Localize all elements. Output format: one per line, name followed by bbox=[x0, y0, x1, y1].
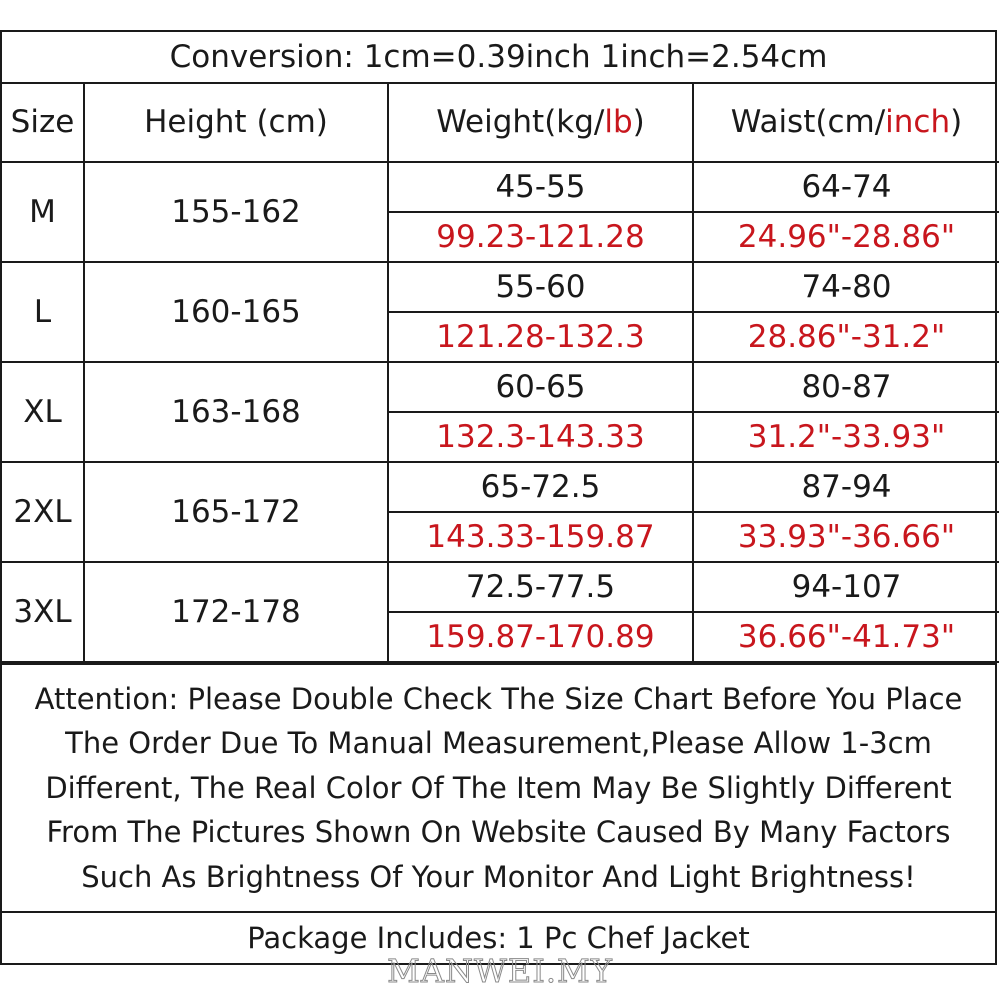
attention-note bbox=[2, 663, 995, 913]
weight-kg-cell: 55-60 bbox=[388, 262, 693, 312]
size-cell: M bbox=[2, 162, 84, 262]
header-waist bbox=[693, 84, 999, 162]
height-cell: 165-172 bbox=[84, 462, 388, 562]
header-waist-unit: inch bbox=[885, 104, 951, 140]
size-chart-sheet bbox=[0, 30, 997, 965]
header-height: Height (cm) bbox=[84, 84, 388, 162]
package-includes: Package Includes: 1 Pc Chef Jacket bbox=[247, 921, 750, 955]
weight-lb-cell: 99.23-121.28 bbox=[388, 212, 693, 262]
height-cell: 163-168 bbox=[84, 362, 388, 462]
header-weight-unit: lb bbox=[604, 104, 633, 140]
header-waist-prefix: Waist(cm/ bbox=[730, 104, 886, 140]
table-header-row bbox=[2, 84, 999, 162]
size-cell: XL bbox=[2, 362, 84, 462]
table-row bbox=[2, 462, 999, 512]
weight-lb-cell: 159.87-170.89 bbox=[388, 612, 693, 662]
conversion-note: Conversion: 1cm=0.39inch 1inch=2.54cm bbox=[2, 32, 995, 84]
attention-line: Different, The Real Color Of The Item May Be Slightly Different bbox=[45, 770, 952, 805]
weight-kg-cell: 60-65 bbox=[388, 362, 693, 412]
header-waist-suffix: ) bbox=[950, 104, 963, 140]
waist-inch-cell: 36.66"-41.73" bbox=[693, 612, 999, 662]
waist-cm-cell: 74-80 bbox=[693, 262, 999, 312]
table-row bbox=[2, 362, 999, 412]
header-weight-prefix: Weight(kg/ bbox=[436, 104, 605, 140]
weight-kg-cell: 72.5-77.5 bbox=[388, 562, 693, 612]
attention-line: Such As Brightness Of Your Monitor And Light Brightness! bbox=[81, 859, 916, 894]
table-row bbox=[2, 562, 999, 612]
header-size: Size bbox=[2, 84, 84, 162]
table-row bbox=[2, 262, 999, 312]
attention-line: The Order Due To Manual Measurement,Please Allow 1-3cm bbox=[65, 726, 932, 761]
waist-cm-cell: 64-74 bbox=[693, 162, 999, 212]
height-cell: 160-165 bbox=[84, 262, 388, 362]
header-weight bbox=[388, 84, 693, 162]
attention-line: Attention: Please Double Check The Size Chart Before You Place bbox=[34, 681, 963, 716]
weight-kg-cell: 65-72.5 bbox=[388, 462, 693, 512]
waist-cm-cell: 87-94 bbox=[693, 462, 999, 512]
waist-inch-cell: 28.86"-31.2" bbox=[693, 312, 999, 362]
size-table bbox=[2, 84, 999, 663]
height-cell: 172-178 bbox=[84, 562, 388, 662]
watermark-text: MANWEI.MY bbox=[387, 952, 613, 990]
waist-inch-cell: 33.93"-36.66" bbox=[693, 512, 999, 562]
height-cell: 155-162 bbox=[84, 162, 388, 262]
weight-kg-cell: 45-55 bbox=[388, 162, 693, 212]
waist-inch-cell: 24.96"-28.86" bbox=[693, 212, 999, 262]
weight-lb-cell: 121.28-132.3 bbox=[388, 312, 693, 362]
header-weight-suffix: ) bbox=[632, 104, 645, 140]
weight-lb-cell: 143.33-159.87 bbox=[388, 512, 693, 562]
weight-lb-cell: 132.3-143.33 bbox=[388, 412, 693, 462]
waist-inch-cell: 31.2"-33.93" bbox=[693, 412, 999, 462]
attention-line: From The Pictures Shown On Website Caused By Many Factors bbox=[46, 815, 951, 850]
size-cell: L bbox=[2, 262, 84, 362]
size-cell: 2XL bbox=[2, 462, 84, 562]
waist-cm-cell: 80-87 bbox=[693, 362, 999, 412]
size-cell: 3XL bbox=[2, 562, 84, 662]
table-row bbox=[2, 162, 999, 212]
waist-cm-cell: 94-107 bbox=[693, 562, 999, 612]
